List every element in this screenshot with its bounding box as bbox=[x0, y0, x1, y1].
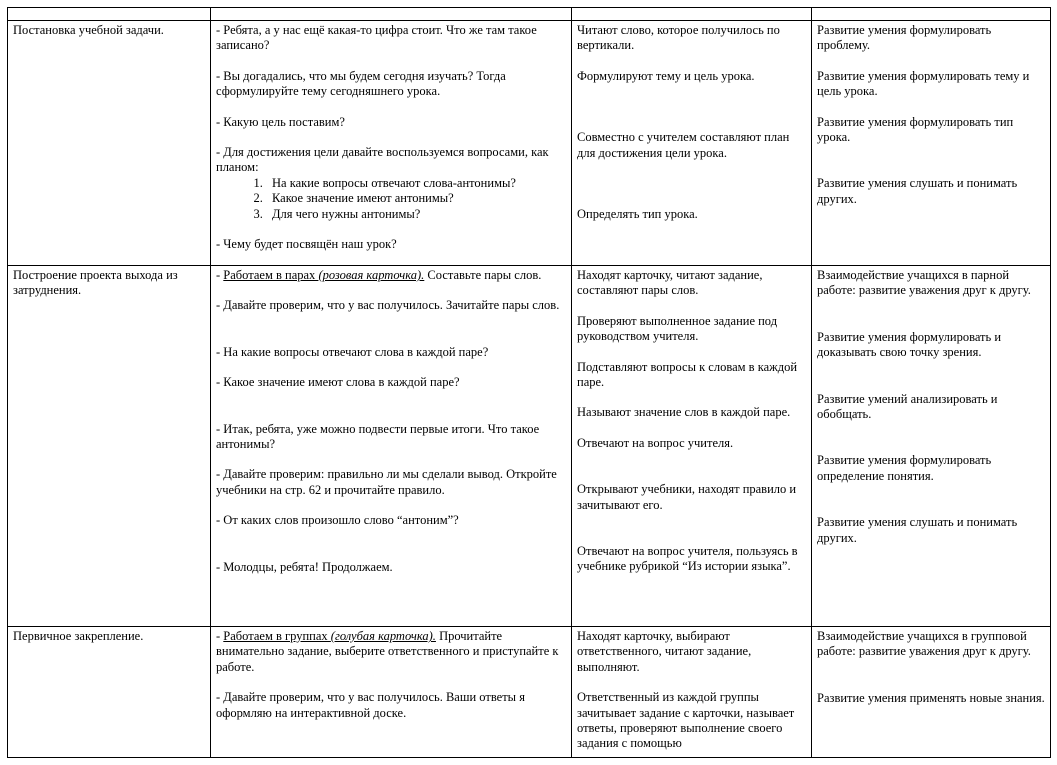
skill-line: Развитие умения формулировать и доказывать свою точку зрения. bbox=[817, 329, 1002, 360]
teacher-line: - Вы догадались, что мы будем сегодня изучать? Тогда сформулируйте тему сегодняшнего урока. bbox=[216, 68, 506, 99]
task-text: Прочитайте внимательно задание, выберите ответственного и приступайте к работе. bbox=[216, 629, 559, 674]
teacher-cell bbox=[211, 627, 572, 758]
skill-line: Развитие умения формулировать проблему. bbox=[817, 23, 992, 53]
teacher-line: - Молодцы, ребята! Продолжаем. bbox=[216, 559, 393, 574]
teacher-cell bbox=[211, 21, 572, 266]
table-row bbox=[8, 21, 1051, 266]
student-line: Совместно с учителем составляют план для достижения цели урока. bbox=[577, 130, 790, 160]
teacher-line: - Давайте проверим, что у вас получилось. Зачитайте пары слов. bbox=[216, 298, 560, 313]
student-line: Находят карточку, выбирают ответственного, читают задание, выполняют. bbox=[577, 629, 752, 674]
students-cell bbox=[572, 266, 812, 627]
plan-item: 1. На какие вопросы отвечают слова-антонимы? bbox=[266, 176, 566, 191]
plan-item: 3. Для чего нужны антонимы? bbox=[266, 207, 566, 222]
teacher-line: - Какое значение имеют слова в каждой паре? bbox=[216, 375, 460, 390]
lesson-plan-table bbox=[7, 7, 1051, 758]
students-cell bbox=[572, 21, 812, 266]
student-line: Называют значение слов в каждой паре. bbox=[577, 405, 791, 420]
stage-title: Постановка учебной задачи. bbox=[13, 23, 164, 37]
teacher-line: - Какую цель поставим? bbox=[216, 114, 345, 129]
student-line: Подставляют вопросы к словам в каждой паре. bbox=[577, 359, 798, 390]
stage-title: Построение проекта выхода из затруднения. bbox=[13, 268, 178, 298]
teacher-line: - Ребята, а у нас ещё какая-то цифра стоит. Что же там такое записано? bbox=[216, 23, 537, 53]
skill-line: Взаимодействие учащихся в парной работе: развитие уважения друг к другу. bbox=[817, 268, 1031, 298]
dash: - bbox=[216, 629, 224, 643]
skills-cell bbox=[812, 21, 1051, 266]
skill-line: Развитие умения применять новые знания. bbox=[817, 690, 1045, 705]
teacher-line: - Давайте проверим, что у вас получилось. Ваши ответы я оформляю на интерактивной доске. bbox=[216, 690, 525, 720]
teacher-line: - Давайте проверим: правильно ли мы сделали вывод. Откройте учебники на стр. 62 и прочитайте правило. bbox=[216, 467, 557, 497]
student-line: Формулируют тему и цель урока. bbox=[577, 68, 755, 83]
student-line: Открывают учебники, находят правило и зачитывают его. bbox=[577, 482, 797, 512]
header-row bbox=[8, 8, 1051, 21]
plan-list bbox=[216, 176, 566, 222]
teacher-line bbox=[216, 629, 566, 675]
stage-cell bbox=[8, 21, 211, 266]
skill-line: Развитие умения слушать и понимать других. bbox=[817, 515, 1018, 545]
skill-line: Развитие умений анализировать и обобщать. bbox=[817, 391, 998, 422]
student-line: Отвечают на вопрос учителя. bbox=[577, 435, 734, 450]
skills-cell bbox=[812, 627, 1051, 758]
header-cell bbox=[572, 8, 812, 21]
dash: - bbox=[216, 268, 224, 282]
task-text: Составьте пары слов. bbox=[424, 268, 542, 282]
skill-line: Развитие умения формулировать тему и цель урока. bbox=[817, 68, 1030, 99]
header-cell bbox=[8, 8, 211, 21]
teacher-line: - На какие вопросы отвечают слова в каждой паре? bbox=[216, 344, 489, 359]
student-line: Находят карточку, читают задание, составляют пары слов. bbox=[577, 268, 763, 298]
skill-line: Развитие умения слушать и понимать других. bbox=[817, 176, 1018, 206]
student-line: Отвечают на вопрос учителя, пользуясь в учебнике рубрикой “Из истории языка”. bbox=[577, 544, 798, 574]
student-line: Проверяют выполненное задание под руководством учителя. bbox=[577, 313, 778, 344]
table-row bbox=[8, 627, 1051, 758]
teacher-line: - От каких слов произошло слово “антоним”? bbox=[216, 513, 459, 528]
header-cell bbox=[812, 8, 1051, 21]
students-cell bbox=[572, 627, 812, 758]
header-cell bbox=[211, 8, 572, 21]
teacher-line: - Чему будет посвящён наш урок? bbox=[216, 237, 397, 252]
stage-cell bbox=[8, 627, 211, 758]
card-label: (розовая карточка). bbox=[318, 268, 425, 282]
task-heading: Работаем в группах bbox=[223, 629, 331, 643]
skill-line: Развитие умения формулировать тип урока. bbox=[817, 114, 1014, 145]
student-line: Ответственный из каждой группы зачитывает задание с карточки, называет ответы, проверяют выполнение своего задания с помощью bbox=[577, 690, 795, 751]
skill-line: Взаимодействие учащихся в групповой работе: развитие уважения друг к другу. bbox=[817, 629, 1031, 659]
stage-cell bbox=[8, 266, 211, 627]
skills-cell bbox=[812, 266, 1051, 627]
teacher-cell bbox=[211, 266, 572, 627]
skill-line: Развитие умения формулировать определение понятия. bbox=[817, 453, 992, 483]
table-row bbox=[8, 266, 1051, 627]
student-line: Определять тип урока. bbox=[577, 207, 698, 222]
stage-title: Первичное закрепление. bbox=[13, 629, 144, 643]
teacher-line: - Для достижения цели давайте воспользуемся вопросами, как планом: bbox=[216, 145, 549, 175]
plan-item: 2. Какое значение имеют антонимы? bbox=[266, 191, 566, 206]
student-line: Читают слово, которое получилось по вертикали. bbox=[577, 23, 780, 53]
task-heading: Работаем в парах bbox=[223, 268, 319, 282]
teacher-line bbox=[216, 268, 566, 283]
card-label: (голубая карточка). bbox=[330, 629, 436, 643]
teacher-line: - Итак, ребята, уже можно подвести первые итоги. Что такое антонимы? bbox=[216, 421, 540, 452]
